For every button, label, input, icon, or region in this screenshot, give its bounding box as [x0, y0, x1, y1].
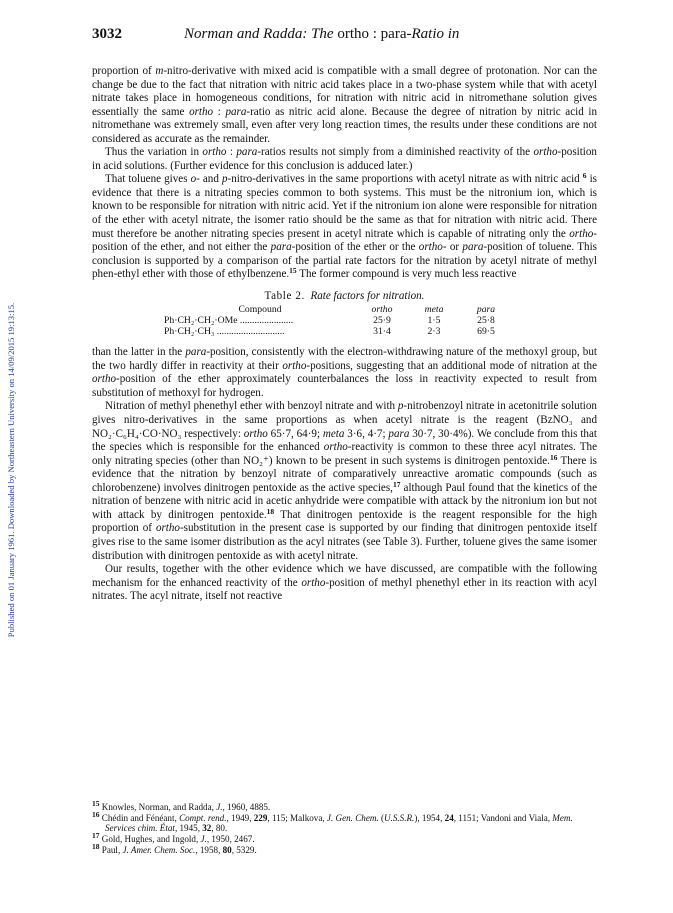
text-run: -positions, suggesting that an additional mode of nitration at the: [306, 359, 597, 372]
text-run: ortho: [282, 359, 307, 372]
text-run: Gold, Hughes, and Ingold,: [99, 834, 201, 845]
running-title-authors: Norman and Radda:: [184, 26, 308, 42]
reference-marker: 18: [92, 841, 100, 851]
page-number: 3032: [92, 26, 122, 42]
text-run: m: [155, 65, 164, 77]
text-run: than the latter in the: [92, 346, 186, 359]
paragraph-5: [92, 400, 597, 563]
text-run: -nitro-derivative with mixed acid is compatible with a small degree of protonation. Nor can the change be due to the fact that nitration with nitric acid takes place in a two-phase system while that with acetyl nitrate takes place in homogeneous conditions, for nitration with nitric acid in nitromethane solution gives essentially the same: [92, 65, 597, 118]
text-run: :: [226, 146, 237, 159]
para-cell: 69·5: [477, 326, 495, 338]
text-run: 32: [202, 823, 212, 834]
text-run: -nitro-derivatives in the same proportions with acetyl nitrate as with nitric acid: [227, 173, 583, 186]
text-run: Paul,: [99, 844, 123, 855]
text-run: - or: [442, 241, 463, 254]
text-run: Chédin and Fénéant,: [99, 812, 180, 823]
footnote-17: [92, 831, 597, 845]
text-run: -position of methyl phenethyl ether in its reaction with acyl nitrates. The acyl nitrate, itself not reactive: [92, 576, 597, 603]
text-run: o: [190, 173, 197, 186]
paragraph-4: [92, 346, 597, 400]
text-run: 65·7, 64·9;: [267, 427, 323, 440]
text-run: - and: [196, 173, 222, 186]
text-run: (: [378, 812, 385, 823]
footnote-15: [92, 799, 597, 813]
text-run: Nitration of methyl phenethyl ether with benzoyl nitrate and with: [105, 400, 398, 413]
text-run: J.: [200, 834, 207, 845]
text-run: 80: [222, 844, 232, 855]
text-run: para: [462, 241, 484, 254]
table-header-row: [164, 304, 512, 315]
text-run: p: [221, 173, 228, 186]
header-para: para: [476, 304, 496, 316]
text-run: , 115; Malkova,: [267, 812, 327, 823]
reference-marker: 18: [266, 506, 275, 516]
text-run: proportion of: [92, 65, 156, 77]
text-run: 3·6, 4·7;: [344, 427, 389, 440]
footnotes: [92, 799, 597, 856]
text-run: -position of the ether or the: [291, 241, 419, 254]
text-run: Thus the variation in: [105, 146, 203, 159]
text-run: J. Gen. Chem.: [326, 812, 379, 823]
text-run: ortho: [301, 576, 326, 589]
paragraph-2: [92, 146, 597, 173]
text-run: para: [236, 146, 258, 159]
header-ortho: ortho: [371, 304, 393, 316]
text-run: That toluene gives: [105, 173, 191, 186]
text-run: -position of the ether approximately counterbalances the loss in reactivity expected to result from substitution of methoxyl for hydrogen.: [92, 373, 597, 399]
running-title-ortho: ortho: [337, 26, 370, 42]
table-caption: [92, 290, 597, 304]
text-run: para: [388, 427, 410, 440]
text-run: para: [185, 346, 207, 359]
text-run: Our results, together with the other evidence which we have discussed, are compatible with the following mechanism for the enhanced reactivity of the: [92, 563, 597, 589]
text-run: -position of toluene. This conclusion is supported by a comparison of the partial rate factors for the nitration by acetyl nitrate of methyl phen-ethyl ether with those of ethylbenzene.: [92, 241, 597, 281]
text-run: The former compound is very much less reactive: [296, 268, 517, 281]
text-run: ortho: [418, 241, 443, 254]
text-run: 229: [253, 812, 268, 823]
compound-cell: Ph·CH₂·CH₃ ............................: [164, 326, 285, 338]
table-2: [92, 290, 597, 338]
paragraph-3: [92, 173, 597, 281]
reference-marker: 16: [549, 452, 558, 462]
text-run: J. Amer. Chem. Soc.: [122, 844, 196, 855]
text-run: , 1945,: [174, 823, 203, 834]
text-run: -substitution in the present case is supported by our finding that dinitrogen pentoxide itself gives rise to the same isomer distribution as the acyl nitrates (see Table 3). Further, toluene gives the same isomer distribution with dinitrogen pentoxide as with acetyl nitrate.: [92, 522, 598, 562]
text-run: ortho: [569, 227, 594, 240]
text-run: , 5329.: [231, 844, 257, 855]
reference-marker: 15: [92, 799, 100, 808]
text-run: -reactivity is common to these three acyl nitrates. The only nitrating species (other than NO₂⁺) known to be present in such systems is dinitrogen pentoxide.: [92, 441, 597, 467]
running-title-part: The: [307, 26, 338, 42]
footnote-18: [92, 841, 597, 856]
meta-cell: 1·5: [427, 315, 441, 327]
header-compound: Compound: [238, 304, 282, 316]
running-title: [184, 26, 459, 43]
text-run: -ratio as nitric acid alone. Because the degree of nitration by nitric acid in nitromethane was extremely small, even after very long reaction times, the results under these conditions are not considered as accurate as the remainder.: [92, 105, 597, 145]
text-run: ortho: [323, 441, 348, 454]
compound-cell: Ph·CH₂·CH₂·OMe ......................: [164, 315, 294, 327]
header-meta: meta: [424, 304, 444, 316]
text-run: , 1949,: [226, 812, 254, 823]
text-run: -position, consistently with the electron-withdrawing nature of the methoxyl group, but the two hardly differ in reactivity at their: [92, 346, 597, 372]
text-run: , 1950, 2467.: [206, 834, 255, 845]
text-run: 30·7, 30·4%). We conclude from this that the species which is responsible for the enhanced: [92, 427, 597, 454]
text-run: p: [397, 400, 404, 413]
text-run: Compt. rend.: [179, 812, 227, 823]
paragraph-6: [92, 563, 597, 604]
text-run: ortho: [92, 373, 117, 386]
text-run: , 1151; Vandoni and Viala,: [453, 812, 553, 823]
footnote-16: [92, 809, 597, 834]
text-run: ortho: [243, 427, 268, 440]
text-run: is evidence that there is a nitrating species common to both systems. This must be the nitronium ion, which is known to be responsible for nitration with nitric acid. Yet if the nitronium ion alone were responsible for nitration of the ether with acetyl nitrate, the isomer ratio should be the same as that for nitration with nitric acid. There must therefore be another nitrating species present in acetyl nitrate which is capable of nitrating only the: [92, 173, 597, 240]
table-title: Rate factors for nitration.: [310, 289, 425, 302]
text-run: There is evidence that the nitration by benzoyl nitrate of comparatively unreactive aromatic compounds (such as chlorobenzene) involves dinitrogen pentoxide as the active species,: [92, 454, 597, 494]
table-row: [164, 315, 512, 326]
text-run: para: [270, 241, 292, 254]
text-run: , 1960, 4885.: [222, 802, 271, 812]
text-run: ortho: [533, 146, 558, 159]
text-run: Mem. Services chim. État: [105, 812, 573, 834]
rate-factors-table: [164, 304, 512, 337]
reference-marker: 6: [582, 171, 587, 181]
reference-marker: 16: [92, 809, 100, 819]
para-cell: 25·8: [477, 315, 495, 327]
table-label: Table 2.: [264, 289, 305, 302]
text-run: -position of the ether, and not either the: [92, 227, 597, 254]
text-run: J.: [216, 802, 223, 812]
text-run: although Paul found that the kinetics of the nitration of benzene with nitric acid in acetic anhydride were compatible with attack by the nitronium ion but not with attack by dinitrogen pentoxide.: [92, 481, 597, 521]
text-run: -nitrobenzoyl nitrate in acetonitrile solution gives nitro-derivatives in the same proportions as when acetyl nitrate is the reagent (BzNO₃ and NO₂·C₆H₄·CO·NO₃ respectively:: [92, 400, 597, 440]
meta-cell: 2·3: [427, 326, 441, 338]
table-row: [164, 326, 512, 337]
text-run: , 1958,: [195, 844, 223, 855]
text-run: -ratios results not simply from a diminished reactivity of the: [257, 146, 534, 159]
running-title-para: : para-: [369, 26, 412, 42]
paragraph-1: [92, 65, 597, 146]
ortho-cell: 31·4: [373, 326, 391, 338]
reference-marker: 17: [92, 831, 100, 841]
text-run: ortho: [189, 105, 214, 118]
text-run: ortho: [155, 522, 180, 535]
text-run: 24: [444, 812, 454, 823]
page-header: [92, 26, 597, 46]
text-run: meta: [322, 427, 345, 440]
ortho-cell: 25·9: [373, 315, 391, 327]
text-run: U.S.S.R.: [384, 812, 415, 823]
running-title-ratio: Ratio in: [411, 26, 460, 42]
download-watermark-text: Published on 01 January 1961. Downloaded by Northeastern University on 14/09/2015 19:13:15.: [6, 302, 16, 638]
reference-marker: 15: [289, 266, 297, 276]
text-run: That dinitrogen pentoxide is the reagent responsible for the high proportion of: [92, 508, 597, 535]
article-body: [92, 65, 597, 604]
text-run: Knowles, Norman, and Radda,: [99, 802, 217, 812]
download-watermark: [0, 0, 24, 913]
text-run: ortho: [202, 146, 227, 159]
text-run: ), 1954,: [414, 812, 445, 823]
text-run: , 80.: [211, 823, 228, 834]
text-run: -position in acid solutions. (Further evidence for this conclusion is adduced later.): [92, 146, 597, 172]
reference-marker: 17: [392, 479, 401, 489]
text-run: para: [225, 105, 247, 118]
text-run: :: [213, 105, 226, 118]
